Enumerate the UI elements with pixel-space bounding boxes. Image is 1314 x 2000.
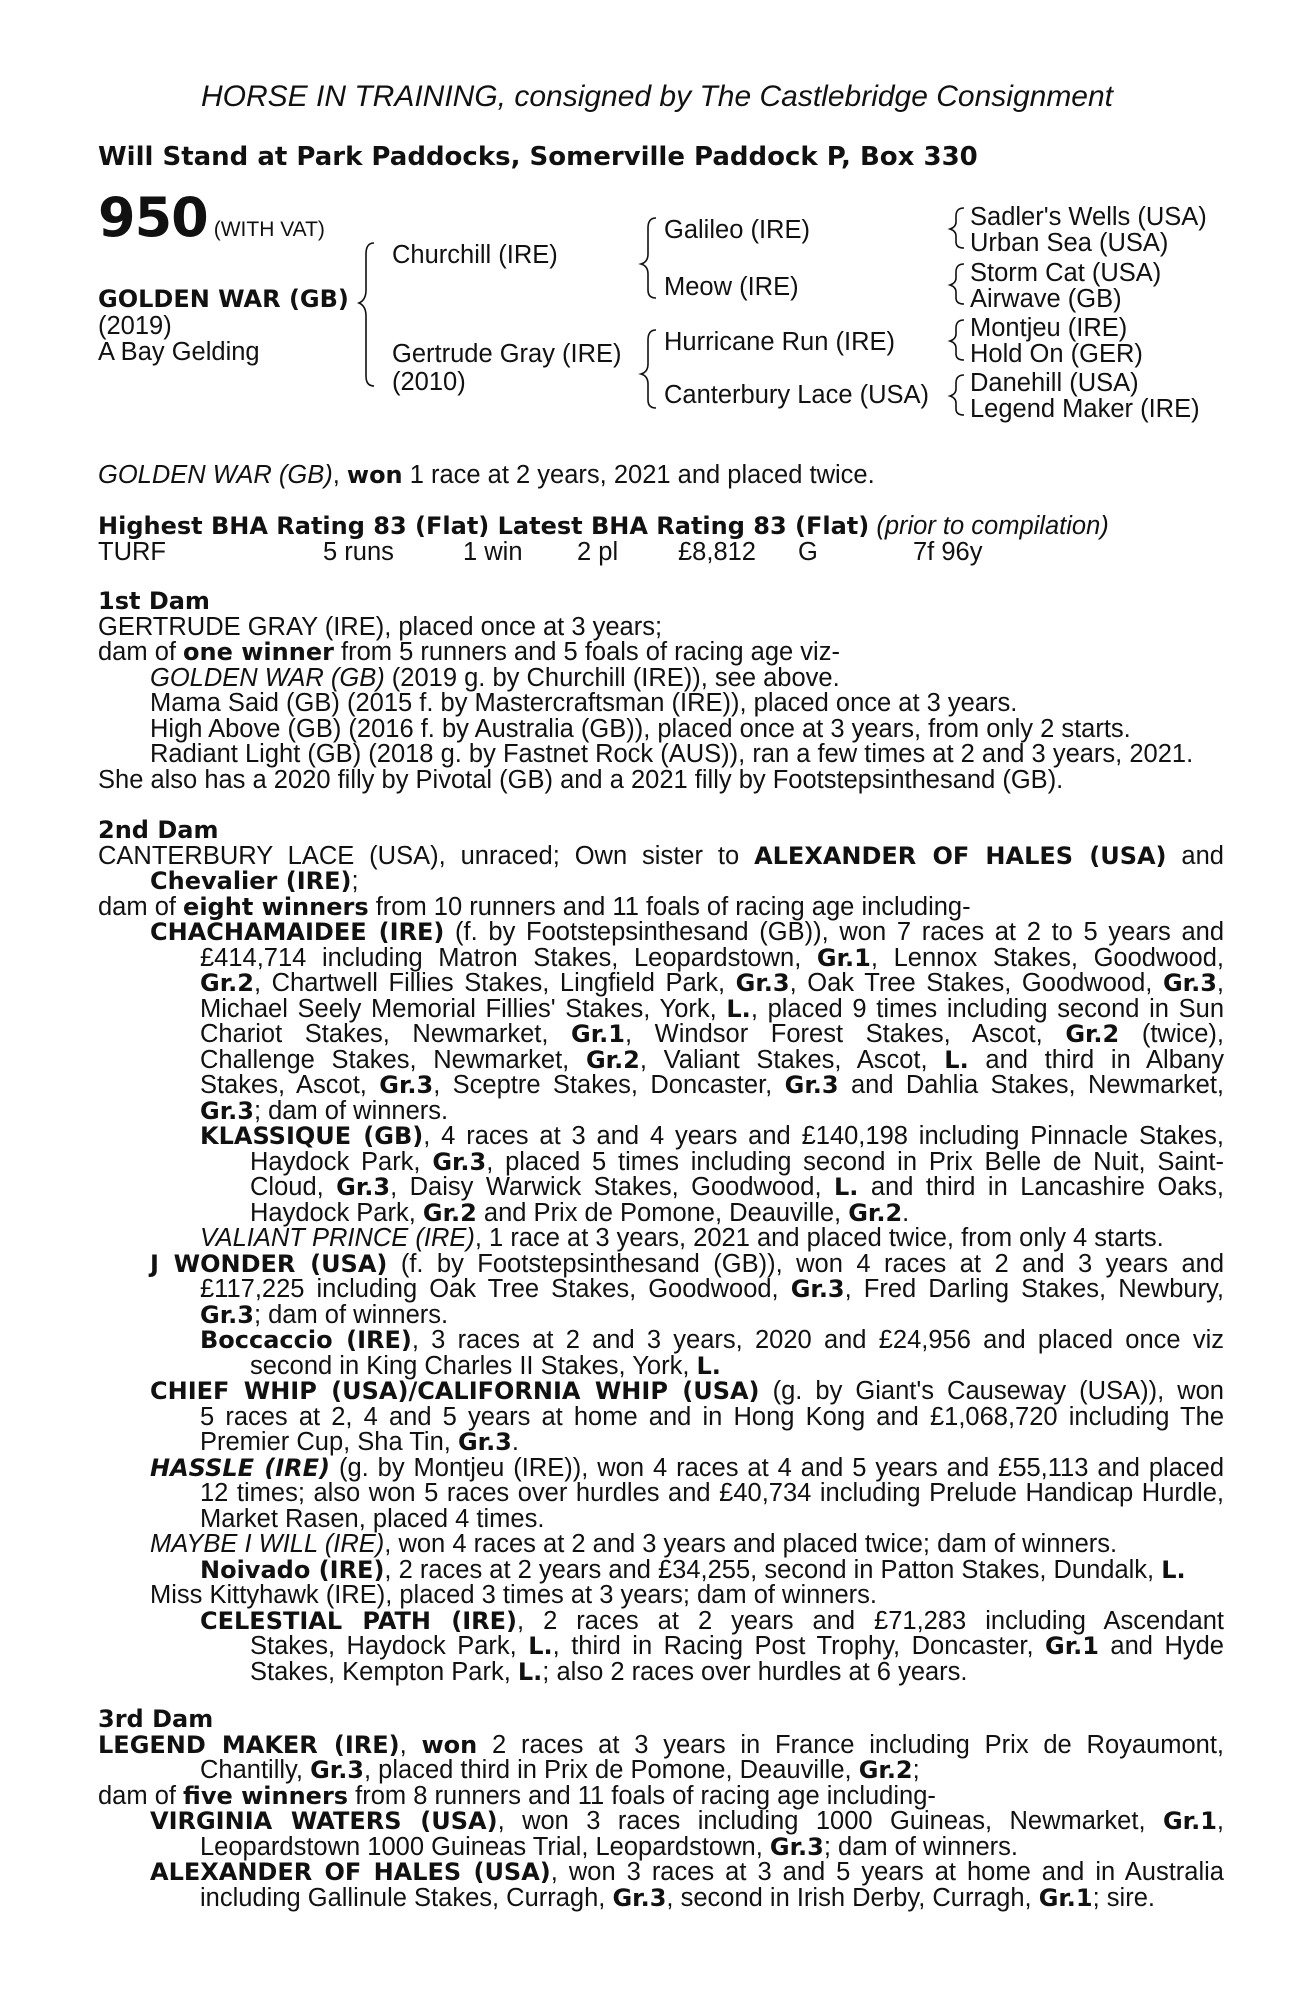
text: , Fred Darling Stakes, Newbury, [844,1275,1224,1303]
produce-item [200,1277,1224,1303]
text: Gr.3 [310,1756,365,1784]
text: VALIANT PRINCE (IRE) [200,1224,475,1252]
text: (f. by Footstepsinthesand (GB)), won 7 races at 2 to 5 years and [444,918,1224,946]
text: , 3 races at 2 and 3 years, 2020 and £24,956 and placed once viz [411,1326,1224,1354]
text: £117,225 including Oak Tree Stakes, Goodwood, [200,1275,791,1303]
produce-item [150,920,1224,946]
text: Cloud, [250,1173,337,1201]
text: dam of [98,638,184,666]
text: and [1166,841,1224,870]
text: Gr.1 [1038,1883,1093,1912]
produce-item [200,1430,1224,1456]
text: Gr.3 [769,1832,824,1861]
rating-label: Highest BHA Rating 83 (Flat) Latest BHA Rating 83 (Flat) [98,512,870,540]
produce-item [200,1096,1224,1125]
rating-earnings: £8,812 [678,537,756,566]
text: one winner [183,638,334,666]
text: LEGEND MAKER (IRE) [98,1730,400,1759]
consignment-title: HORSE IN TRAINING, consigned by The Castlebridge Consignment [200,80,1114,113]
text: ; dam of winners. [823,1832,1018,1861]
pedigree-sire: Churchill (IRE) [392,241,558,269]
produce-item [200,1606,1224,1635]
produce-item [150,1532,1224,1558]
text: , Valiant Stakes, Ascot, [639,1045,945,1074]
text: Haydock Park, [250,1198,423,1227]
produce-item [200,971,1224,997]
text: Gr.2 [858,1756,913,1784]
text: Stakes, Haydock Park, [250,1632,529,1660]
text: J WONDER (USA) [150,1249,388,1278]
text: CANTERBURY LACE (USA), unraced; Own sister to [98,841,755,870]
rating-surface: TURF [98,537,166,566]
produce-item [200,1124,1224,1150]
text: Gr.3 [379,1071,434,1099]
text: Boccaccio (IRE) [200,1326,412,1354]
text: Gr.3 [612,1883,667,1912]
text: , 4 races at 3 and 4 years and £140,198 including Pinnacle Stakes, [423,1122,1224,1150]
text: (g. by Montjeu (IRE)), won 4 races at 4 and 5 years and £55,113 and placed [330,1453,1224,1482]
text: , placed 5 times including second in Prix Belle de Nuit, Saint- [486,1147,1224,1176]
rating-wins: 1 win [463,537,523,566]
text: dam of [98,1781,184,1810]
produce-item [150,1809,1224,1835]
text: ; sire. [1092,1883,1155,1912]
text: Gr.1 [1045,1632,1099,1660]
text: , Sceptre Stakes, Doncaster, [433,1071,785,1099]
text: , Daisy Warwick Stakes, Goodwood, [390,1173,834,1201]
pedigree-g6: Hold On (GER) [970,340,1143,368]
text: five winners [183,1781,349,1810]
produce-item [250,1351,1224,1380]
text: , Oak Tree Stakes, Goodwood, [789,969,1163,997]
pedigree-sire-sire: Galileo (IRE) [664,216,810,244]
pedigree-sire-dam: Meow (IRE) [664,273,799,301]
text: Michael Seely Memorial Fillies' Stakes, York, [200,994,727,1023]
produce-item: High Above (GB) (2016 f. by Australia (GB)), placed once at 3 years, from only 2 starts. [150,714,1131,743]
produce-item [200,1832,1224,1861]
text: Gr.2 [585,1045,640,1074]
third-dam-line [200,1758,1224,1784]
text: L. [726,994,751,1023]
text: Gr.3 [790,1275,845,1303]
text: Gr.3 [200,1300,254,1329]
second-dam-line [98,841,1224,870]
produce-item [200,1555,1224,1584]
text: , Lennox Stakes, Goodwood, [870,943,1225,972]
text: L. [517,1657,543,1686]
produce-item [200,1883,1224,1912]
text: , won 3 races at 3 and 5 years at home and in Australia [550,1858,1224,1886]
text: Gr.1 [1162,1807,1217,1835]
text: , placed third in Prix de Pomone, Deauville, [364,1756,859,1784]
text: , Chartwell Fillies Stakes, Lingfield Park, [253,969,736,997]
produce-item [250,1147,1224,1176]
third-dam-heading: 3rd Dam [98,1705,214,1733]
pedigree-g4: Airwave (GB) [970,285,1122,313]
text: second in King Charles II Stakes, York, [250,1351,697,1380]
text: and Hyde [1098,1632,1224,1660]
text: £414,714 including Matron Stakes, Leopardstown, [200,943,817,972]
pedigree-g1: Sadler's Wells (USA) [970,203,1207,231]
rating-runs: 5 runs [323,537,394,566]
produce-item [150,1860,1224,1886]
second-dam-heading: 2nd Dam [98,816,219,844]
text: HASSLE (IRE) [150,1453,331,1482]
third-dam-section [98,1707,1224,1911]
text: CHACHAMAIDEE (IRE) [150,918,445,946]
produce-item: Miss Kittyhawk (IRE), placed 3 times at 3 years; dam of winners. [150,1581,877,1609]
text: . [902,1198,910,1227]
produce-item: 12 times; also won 5 races over hurdles and £40,734 including Prelude Handicap Hurdle, [200,1479,1224,1507]
text: Chevalier (IRE) [150,867,352,895]
horse-name: GOLDEN WAR (GB) [98,285,349,313]
rating-places: 2 pl [577,537,619,566]
stand-location: Will Stand at Park Paddocks, Somerville Paddock P, Box 330 [98,142,978,172]
summary-horse-name: GOLDEN WAR (GB) [98,461,333,489]
text: , [1216,969,1224,997]
text: including Gallinule Stakes, Curragh, [200,1883,613,1912]
first-dam-heading: 1st Dam [98,587,210,615]
text: ; dam of winners. [253,1300,449,1329]
text: from 10 runners and 11 foals of racing age including- [368,892,971,921]
text: , 1 race at 3 years, 2021 and placed twice, from only 4 starts. [474,1224,1164,1252]
text: Gr.2 [422,1198,477,1227]
pedigree-dam-year: (2010) [392,368,466,396]
produce-item [200,1045,1224,1074]
text: from 8 runners and 11 foals of racing age including- [348,1781,936,1810]
text: L. [696,1351,721,1380]
pedigree-g8: Legend Maker (IRE) [970,395,1200,423]
third-dam-produce-line [98,1781,1224,1810]
text: Gr.2 [1065,1020,1120,1048]
text: KLASSIQUE (GB) [200,1122,424,1150]
text: Gr.2 [848,1198,903,1227]
produce-item [200,1022,1224,1048]
text: (f. by Footstepsinthesand (GB)), won 4 races at 2 and 3 years and [387,1249,1224,1278]
text: Leopardstown 1000 Guineas Trial, Leopardstown, [200,1832,770,1861]
rating-distance: 7f 96y [913,537,983,566]
text: Premier Cup, Sha Tin, [200,1428,458,1456]
text: Gr.2 [200,969,254,997]
race-summary: GOLDEN WAR (GB), won 1 race at 2 years, 2021 and placed twice. [98,461,875,489]
horse-year: (2019) [98,311,172,340]
produce-item [250,1175,1224,1201]
text: Gr.1 [816,943,871,972]
produce-item: Market Rasen, placed 4 times. [200,1504,545,1533]
text: VIRGINIA WATERS (USA) [150,1807,498,1835]
pedigree-dam-sire: Hurricane Run (IRE) [664,328,895,356]
text: , 2 races at 2 years and £71,283 including Ascendant [517,1606,1224,1635]
produce-item [200,943,1225,972]
produce-item [250,1198,1224,1227]
text: (2019 g. by Churchill (IRE)), see above. [384,663,840,692]
text: CELESTIAL PATH (IRE) [200,1606,518,1635]
text: Gr.3 [457,1428,512,1456]
text: CHIEF WHIP (USA)/CALIFORNIA WHIP (USA) [150,1377,760,1405]
text: Gr.1 [571,1020,625,1048]
pedigree-g7: Danehill (USA) [970,369,1139,397]
produce-note: She also has a 2020 filly by Pivotal (GB) and a 2021 filly by Footstepsinthesand (GB). [98,765,1064,794]
pedigree-dam: Gertrude Gray (IRE) [392,340,622,368]
third-dam-line [98,1730,1225,1759]
lot-number: 950 [98,186,208,249]
text: 2 races at 3 years in France including Prix de Royaumont, [477,1730,1225,1759]
produce-item [150,663,1224,692]
text: MAYBE I WILL (IRE) [150,1530,385,1558]
produce-item [150,1249,1224,1278]
text: ALEXANDER OF HALES (USA) [150,1858,551,1886]
second-dam-section [98,818,1224,1685]
text: (twice), [1119,1020,1225,1048]
produce-item [200,1226,1224,1252]
text: , third in Racing Post Trophy, Doncaster, [552,1632,1046,1660]
text: and Prix de Pomone, Deauville, [476,1198,849,1227]
text: ; [912,1756,920,1784]
rating-record-row [98,537,1224,566]
text: Gr.3 [1162,969,1217,997]
text: Stakes, Ascot, [200,1071,380,1099]
summary-text: 1 race at 2 years, 2021 and placed twice. [402,461,875,489]
text: Gr.3 [735,969,790,997]
text: Gr.3 [200,1096,254,1125]
text: Chantilly, [200,1756,311,1784]
vat-note: (WITH VAT) [213,218,325,241]
text: L. [944,1045,969,1074]
text: and third in Albany [968,1045,1224,1074]
first-dam-section [98,589,1224,793]
text: , [1216,1807,1224,1835]
text: Challenge Stakes, Newmarket, [200,1045,586,1074]
text: Gr.3 [784,1071,839,1099]
text: eight winners [183,892,369,921]
horse-description: A Bay Gelding [98,338,260,366]
text: and third in Lancashire Oaks, [858,1173,1224,1201]
text: ; [351,867,359,895]
text: L. [834,1173,859,1201]
text: , second in Irish Derby, Curragh, [666,1883,1039,1912]
rating-note: (prior to compilation) [876,512,1109,540]
first-dam-line: GERTRUDE GRAY (IRE), placed once at 3 years; [98,612,663,641]
text: Gr.3 [432,1147,487,1176]
produce-item [200,1328,1224,1354]
text: ; also 2 races over hurdles at 6 years. [542,1657,968,1686]
produce-item [200,1073,1224,1099]
produce-item [200,1300,1224,1329]
text: from 5 runners and 5 foals of racing age viz- [333,638,840,666]
text: , [399,1730,422,1759]
text: GOLDEN WAR (GB) [150,663,385,692]
text: L. [1161,1555,1186,1584]
text: Haydock Park, [250,1147,433,1176]
produce-item [150,1453,1224,1482]
text: (g. by Giant's Causeway (USA)), won [759,1377,1224,1405]
second-dam-line [150,869,1224,895]
produce-item [200,994,1225,1023]
text: , won 3 races including 1000 Guineas, Newmarket, [497,1807,1163,1835]
second-dam-produce-line [98,892,1224,921]
summary-won: won [346,461,403,489]
text: ALEXANDER OF HALES (USA) [754,841,1167,870]
first-dam-produce-line [98,640,1224,666]
produce-item: 5 races at 2, 4 and 5 years at home and in Hong Kong and £1,068,720 including The [200,1402,1224,1431]
text: ; dam of winners. [253,1096,449,1125]
rating-going: G [798,537,818,566]
text: L. [528,1632,553,1660]
text: Chariot Stakes, Newmarket, [200,1020,572,1048]
text: Noivado (IRE) [200,1555,385,1584]
text: , won 4 races at 2 and 3 years and placed twice; dam of winners. [384,1530,1118,1558]
rating-block [98,514,1224,566]
produce-item [250,1634,1224,1660]
text: , Windsor Forest Stakes, Ascot, [624,1020,1066,1048]
text: and Dahlia Stakes, Newmarket, [838,1071,1225,1099]
pedigree-g2: Urban Sea (USA) [970,229,1169,257]
produce-item [150,1379,1224,1405]
text: . [511,1428,519,1456]
pedigree-dam-dam: Canterbury Lace (USA) [664,381,930,409]
pedigree-g5: Montjeu (IRE) [970,314,1128,342]
produce-item: Radiant Light (GB) (2018 g. by Fastnet Rock (AUS)), ran a few times at 2 and 3 years, 2021. [150,740,1194,768]
text: , 2 races at 2 years and £34,255, second in Patton Stakes, Dundalk, [384,1555,1162,1584]
produce-item [250,1657,1224,1686]
text: Gr.3 [336,1173,391,1201]
text: dam of [98,892,184,921]
produce-item: Mama Said (GB) (2015 f. by Mastercraftsman (IRE)), placed once at 3 years. [150,689,1018,717]
text: won [421,1730,478,1759]
pedigree-g3: Storm Cat (USA) [970,259,1162,287]
text: Stakes, Kempton Park, [250,1657,518,1686]
text: , placed 9 times including second in Sun [750,994,1225,1023]
